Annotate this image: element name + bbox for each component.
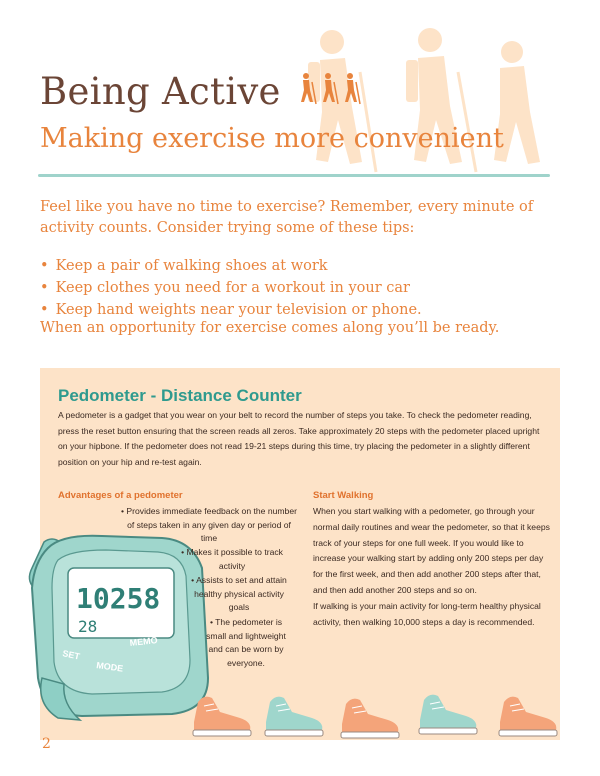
set-button-label: SET <box>61 648 81 662</box>
bullet-icon: • <box>40 258 49 274</box>
mode-button-label: MODE <box>95 660 124 674</box>
bullet-icon: • <box>40 302 49 318</box>
page-title: Being Active <box>40 70 365 113</box>
walkers-icon <box>297 72 365 106</box>
walking-paragraph: If walking is your main activity for long-term healthy physical activity, then walking 10,000 steps a day is recommended. <box>313 600 541 627</box>
memo-button-label: MEMO <box>129 635 159 648</box>
start-walking-text <box>313 504 551 630</box>
sneakers-illustration <box>190 684 570 742</box>
start-walking-title: Start Walking <box>313 490 374 501</box>
bullet-icon: • <box>40 280 49 296</box>
intro-text: Feel like you have no time to exercise? Remember, every minute of activity counts. Consider trying some of these tips: <box>40 199 534 236</box>
advantage-item: • Provides immediate feedback on the number of steps taken in any given day or period of time <box>121 506 297 543</box>
pedometer-description: A pedometer is a gadget that you wear on your belt to record the number of steps you take. To check the pedometer reading, press the reset button ensuring that the screen reads all zeros. Take approximately 20 steps with the pedometer placed upright on your hipbone. If the pedometer does not read 19-21 steps during this time, try placing the pedometer in a slightly different position on your hip and re-test again. <box>58 410 540 467</box>
display-reading-secondary: 28 <box>78 617 98 636</box>
closing-text: When an opportunity for exercise comes along you’ll be ready. <box>40 320 500 336</box>
tip-item: • Keep hand weights near your television or phone. <box>40 302 422 318</box>
tip-item: • Keep clothes you need for a workout in your car <box>40 280 410 296</box>
pedometer-title: Pedometer - Distance Counter <box>58 386 302 405</box>
advantage-item: • Makes it possible to track activity <box>181 547 283 571</box>
advantages-title: Advantages of a pedometer <box>58 490 183 501</box>
page-subtitle: Making exercise more convenient <box>40 123 504 154</box>
walking-paragraph: When you start walking with a pedometer, go through your normal daily routines and wear the pedometer, so that it keeps track of your steps for one full week. If you would like to increase your walking start by adding only 200 steps per day for the first week, and then add another 200 steps after that, and then add another 200 steps and so on. <box>313 506 550 595</box>
page-number: 2 <box>42 736 51 752</box>
advantage-item: • Assists to set and attain healthy physical activity goals <box>191 575 287 612</box>
tip-item: • Keep a pair of walking shoes at work <box>40 258 328 274</box>
advantage-item: • The pedometer is small and lightweight and can be worn by everyone. <box>206 617 286 668</box>
header-divider <box>38 174 550 177</box>
tips-list <box>40 255 540 321</box>
display-reading: 10258 <box>76 582 161 615</box>
